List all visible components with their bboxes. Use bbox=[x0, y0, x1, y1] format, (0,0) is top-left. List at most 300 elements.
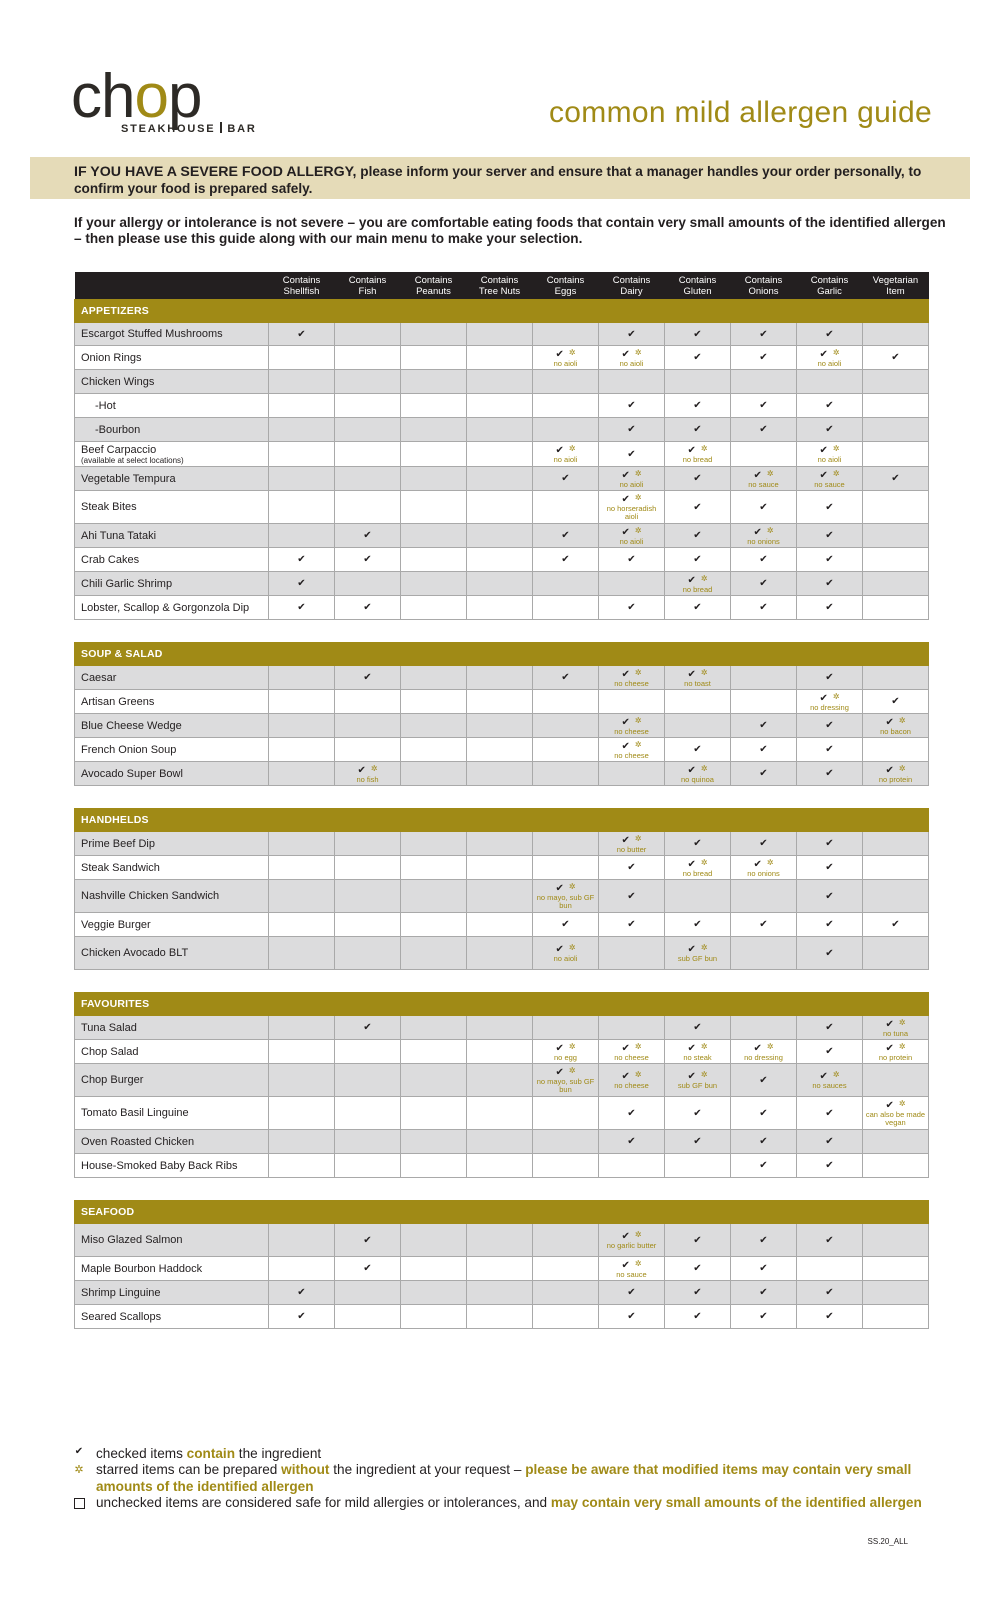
check-icon: ✔ bbox=[627, 424, 636, 435]
table-row bbox=[75, 1097, 929, 1130]
item-name: Veggie Burger bbox=[75, 913, 269, 937]
allergen-cell bbox=[269, 1097, 335, 1130]
allergen-cell bbox=[533, 418, 599, 442]
modification-note: no aioli bbox=[553, 358, 578, 368]
check-icon: ✔ bbox=[621, 1231, 630, 1242]
allergen-cell bbox=[533, 1281, 599, 1305]
allergen-cell bbox=[797, 442, 863, 467]
allergen-cell bbox=[401, 762, 467, 786]
allergen-cell bbox=[731, 442, 797, 467]
check-icon: ✔ bbox=[759, 1263, 768, 1274]
allergen-cell bbox=[335, 467, 401, 491]
star-icon: ✲ bbox=[634, 1230, 642, 1239]
check-icon: ✔ bbox=[825, 947, 834, 959]
allergen-cell bbox=[467, 370, 533, 394]
check-icon: ✔ bbox=[693, 352, 702, 363]
allergen-cell bbox=[269, 762, 335, 786]
allergen-cell bbox=[731, 1040, 797, 1064]
check-icon: ✔ bbox=[825, 919, 834, 930]
allergen-cell bbox=[467, 1257, 533, 1281]
check-icon: ✔ bbox=[561, 530, 570, 541]
allergen-cell bbox=[269, 491, 335, 524]
modification-note: no dressing bbox=[744, 1052, 783, 1062]
allergen-cell bbox=[269, 467, 335, 491]
check-icon: ✔ bbox=[627, 862, 636, 873]
allergen-cell bbox=[731, 548, 797, 572]
item-name: Onion Rings bbox=[75, 346, 269, 370]
check-icon: ✔ bbox=[825, 672, 834, 683]
item-name: Chicken Avocado BLT bbox=[75, 937, 269, 970]
allergen-cell bbox=[665, 1257, 731, 1281]
allergen-cell bbox=[731, 394, 797, 418]
allergen-cell bbox=[665, 1097, 731, 1130]
allergen-cell bbox=[335, 323, 401, 346]
check-icon: ✔ bbox=[693, 501, 702, 513]
modification-note: no aioli bbox=[553, 954, 578, 963]
allergen-cell bbox=[665, 596, 731, 620]
allergen-cell bbox=[797, 880, 863, 913]
allergen-cell bbox=[533, 572, 599, 596]
allergen-cell bbox=[599, 1097, 665, 1130]
allergen-cell bbox=[533, 491, 599, 524]
item-name: Prime Beef Dip bbox=[75, 832, 269, 856]
allergen-cell bbox=[731, 937, 797, 970]
check-icon: ✔ bbox=[693, 473, 702, 484]
allergen-cell bbox=[731, 1257, 797, 1281]
allergen-cell bbox=[863, 1040, 929, 1064]
allergen-cell bbox=[269, 1154, 335, 1178]
banner-lead: IF YOU HAVE A SEVERE FOOD ALLERGY, bbox=[74, 164, 357, 180]
table-row bbox=[75, 880, 929, 913]
check-icon: ✔ bbox=[621, 834, 630, 846]
star-icon: ✲ bbox=[568, 882, 576, 891]
allergen-cell bbox=[665, 442, 731, 467]
modification-note: no sauce bbox=[748, 479, 779, 489]
chop-logo bbox=[71, 62, 271, 136]
allergen-cell bbox=[797, 1097, 863, 1130]
check-icon: ✔ bbox=[891, 919, 900, 930]
item-name: -Hot bbox=[75, 394, 269, 418]
allergen-cell bbox=[269, 370, 335, 394]
allergen-cell bbox=[797, 1281, 863, 1305]
allergen-cell bbox=[533, 832, 599, 856]
check-icon: ✔ bbox=[627, 554, 636, 565]
allergen-cell bbox=[269, 738, 335, 762]
allergen-cell bbox=[797, 1064, 863, 1097]
check-icon: ✔ bbox=[693, 1107, 702, 1119]
check-icon: ✔ bbox=[825, 1046, 834, 1057]
check-icon: ✔ bbox=[555, 1042, 564, 1054]
check-icon: ✔ bbox=[627, 448, 636, 460]
allergen-cell bbox=[863, 442, 929, 467]
check-icon: ✔ bbox=[363, 1022, 372, 1033]
allergen-cell bbox=[731, 323, 797, 346]
allergen-cell bbox=[401, 832, 467, 856]
banner-text: please inform your server and ensure that a manager handles your order personally, to confirm your food is prepared safely. bbox=[74, 164, 922, 196]
allergen-cell bbox=[533, 1097, 599, 1130]
check-icon: ✔ bbox=[363, 672, 372, 683]
item-name: Chicken Wings bbox=[75, 370, 269, 394]
allergen-cell bbox=[401, 442, 467, 467]
allergen-cell bbox=[467, 690, 533, 714]
column-header: Contains Tree Nuts bbox=[467, 272, 533, 300]
allergen-cell bbox=[863, 572, 929, 596]
star-icon: ✲ bbox=[634, 525, 642, 535]
modification-note: no bread bbox=[682, 868, 713, 878]
check-icon: ✔ bbox=[693, 602, 702, 613]
allergen-cell bbox=[599, 1016, 665, 1040]
star-icon: ✲ bbox=[898, 1099, 906, 1108]
check-icon: ✔ bbox=[357, 764, 366, 776]
check-icon: ✔ bbox=[627, 1107, 636, 1119]
allergen-cell bbox=[665, 524, 731, 548]
allergen-cell bbox=[533, 524, 599, 548]
star-icon: ✲ bbox=[568, 1041, 576, 1051]
table-row bbox=[75, 442, 929, 467]
allergen-cell bbox=[269, 442, 335, 467]
check-icon: ✔ bbox=[759, 744, 768, 755]
check-icon: ✔ bbox=[693, 328, 702, 340]
check-icon: ✔ bbox=[555, 348, 564, 360]
allergen-cell bbox=[467, 467, 533, 491]
check-icon: ✔ bbox=[627, 919, 636, 930]
allergen-cell bbox=[599, 346, 665, 370]
modification-note: no aioli bbox=[817, 358, 842, 368]
allergen-cell bbox=[533, 738, 599, 762]
check-icon: ✔ bbox=[759, 578, 768, 589]
check-icon: ✔ bbox=[819, 1071, 828, 1082]
modification-note: no mayo, sub GF bun bbox=[536, 893, 595, 910]
document-code: SS.20_ALL bbox=[867, 1537, 908, 1546]
table-row bbox=[75, 856, 929, 880]
allergen-cell bbox=[665, 690, 731, 714]
allergen-cell bbox=[467, 738, 533, 762]
allergen-cell bbox=[731, 690, 797, 714]
allergen-cell bbox=[335, 1097, 401, 1130]
allergen-cell bbox=[269, 1130, 335, 1154]
allergen-cell bbox=[599, 1130, 665, 1154]
table-row bbox=[75, 1130, 929, 1154]
allergen-cell bbox=[401, 690, 467, 714]
modification-note: no cheese bbox=[614, 678, 649, 688]
allergen-cell bbox=[599, 1154, 665, 1178]
check-icon: ✔ bbox=[687, 445, 696, 456]
star-icon: ✲ bbox=[898, 763, 906, 773]
modification-note: no aioli bbox=[553, 455, 578, 464]
check-icon: ✔ bbox=[693, 1022, 702, 1033]
check-icon: ✔ bbox=[825, 720, 834, 731]
allergen-cell bbox=[599, 524, 665, 548]
check-icon: ✔ bbox=[693, 838, 702, 849]
allergen-cell bbox=[401, 1305, 467, 1329]
allergen-cell bbox=[665, 1224, 731, 1257]
allergen-cell bbox=[269, 1064, 335, 1097]
check-icon: ✔ bbox=[297, 554, 306, 565]
allergen-cell bbox=[599, 856, 665, 880]
check-icon: ✔ bbox=[753, 469, 762, 481]
allergen-cell bbox=[599, 937, 665, 970]
allergen-cell bbox=[467, 596, 533, 620]
check-icon: ✔ bbox=[759, 501, 768, 513]
check-icon: ✔ bbox=[687, 944, 696, 955]
allergen-cell bbox=[467, 714, 533, 738]
allergen-cell bbox=[863, 1130, 929, 1154]
allergen-cell bbox=[401, 937, 467, 970]
check-icon: ✔ bbox=[825, 1136, 834, 1147]
item-name: Maple Bourbon Haddock bbox=[75, 1257, 269, 1281]
star-icon: ✲ bbox=[634, 493, 642, 502]
allergen-cell bbox=[533, 1154, 599, 1178]
check-icon: ✔ bbox=[825, 862, 834, 873]
allergen-cell bbox=[401, 738, 467, 762]
allergen-cell bbox=[665, 346, 731, 370]
check-icon: ✔ bbox=[621, 494, 630, 505]
check-icon: ✔ bbox=[627, 400, 636, 411]
section-header: HANDHELDS bbox=[75, 809, 929, 832]
column-header: Contains Gluten bbox=[665, 272, 731, 300]
allergen-cell bbox=[335, 418, 401, 442]
check-icon: ✔ bbox=[627, 602, 636, 613]
star-icon: ✲ bbox=[568, 347, 576, 357]
allergen-cell bbox=[533, 762, 599, 786]
allergen-cell bbox=[599, 714, 665, 738]
modification-note: no sauces bbox=[812, 1081, 847, 1090]
modification-note: no butter bbox=[616, 844, 647, 854]
check-icon: ✔ bbox=[753, 858, 762, 870]
star-icon: ✲ bbox=[766, 468, 774, 478]
allergen-cell bbox=[797, 1305, 863, 1329]
allergen-cell bbox=[335, 370, 401, 394]
item-name: Caesar bbox=[75, 666, 269, 690]
page-title: common mild allergen guide bbox=[549, 96, 932, 129]
allergen-cell bbox=[731, 524, 797, 548]
item-name: Miso Glazed Salmon bbox=[75, 1224, 269, 1257]
modification-note: no protein bbox=[878, 774, 913, 784]
column-header: Contains Fish bbox=[335, 272, 401, 300]
allergen-cell bbox=[665, 1064, 731, 1097]
checkbox-empty-icon bbox=[74, 1498, 85, 1509]
allergen-cell bbox=[863, 738, 929, 762]
modification-note: no garlic butter bbox=[606, 1241, 657, 1250]
check-icon: ✔ bbox=[759, 1234, 768, 1246]
check-icon: ✔ bbox=[825, 602, 834, 613]
allergen-cell bbox=[665, 762, 731, 786]
check-icon: ✔ bbox=[759, 1107, 768, 1119]
check-icon: ✔ bbox=[687, 764, 696, 776]
allergen-cell bbox=[797, 572, 863, 596]
allergen-cell bbox=[467, 1154, 533, 1178]
allergen-cell bbox=[665, 548, 731, 572]
allergen-cell bbox=[467, 1305, 533, 1329]
allergen-cell bbox=[863, 370, 929, 394]
allergen-cell bbox=[533, 690, 599, 714]
allergen-cell bbox=[863, 880, 929, 913]
check-icon: ✔ bbox=[621, 1259, 630, 1271]
check-icon: ✔ bbox=[687, 668, 696, 680]
star-icon: ✲ bbox=[700, 1070, 708, 1079]
allergen-cell bbox=[665, 832, 731, 856]
item-name: Vegetable Tempura bbox=[75, 467, 269, 491]
table-row bbox=[75, 548, 929, 572]
modification-note: no aioli bbox=[619, 479, 644, 489]
item-name: French Onion Soup bbox=[75, 738, 269, 762]
table-row bbox=[75, 524, 929, 548]
allergen-cell bbox=[401, 856, 467, 880]
check-icon: ✔ bbox=[759, 602, 768, 613]
allergen-cell bbox=[335, 832, 401, 856]
allergen-cell bbox=[533, 714, 599, 738]
allergen-cell bbox=[269, 666, 335, 690]
allergen-cell bbox=[401, 467, 467, 491]
allergen-cell bbox=[797, 832, 863, 856]
allergen-cell bbox=[269, 1224, 335, 1257]
modification-note: no bread bbox=[682, 455, 713, 464]
allergen-cell bbox=[401, 596, 467, 620]
check-icon: ✔ bbox=[759, 328, 768, 340]
check-icon: ✔ bbox=[825, 424, 834, 435]
allergen-cell bbox=[467, 418, 533, 442]
table-row bbox=[75, 1064, 929, 1097]
allergen-cell bbox=[731, 714, 797, 738]
table-row bbox=[75, 714, 929, 738]
check-icon: ✔ bbox=[621, 469, 630, 481]
allergen-cell bbox=[731, 1064, 797, 1097]
allergen-cell bbox=[731, 666, 797, 690]
check-icon: ✔ bbox=[627, 1136, 636, 1147]
check-icon: ✔ bbox=[621, 526, 630, 538]
allergen-cell bbox=[731, 1224, 797, 1257]
allergen-cell bbox=[269, 548, 335, 572]
star-icon: ✲ bbox=[766, 1041, 774, 1051]
table-row bbox=[75, 1224, 929, 1257]
section-header: SOUP & SALAD bbox=[75, 643, 929, 666]
allergen-cell bbox=[335, 491, 401, 524]
allergen-cell bbox=[401, 1281, 467, 1305]
allergen-cell bbox=[665, 666, 731, 690]
allergen-cell bbox=[335, 572, 401, 596]
allergen-cell bbox=[335, 1130, 401, 1154]
check-icon: ✔ bbox=[825, 328, 834, 340]
modification-note: no onions bbox=[747, 868, 780, 878]
allergen-cell bbox=[797, 596, 863, 620]
check-icon: ✔ bbox=[759, 400, 768, 411]
allergen-cell bbox=[797, 548, 863, 572]
table-row bbox=[75, 346, 929, 370]
check-icon: ✔ bbox=[759, 554, 768, 565]
allergen-cell bbox=[797, 491, 863, 524]
check-icon: ✔ bbox=[693, 744, 702, 755]
allergen-cell bbox=[401, 1016, 467, 1040]
allergen-cell bbox=[599, 690, 665, 714]
allergen-cell bbox=[863, 1064, 929, 1097]
check-icon: ✔ bbox=[759, 1287, 768, 1298]
allergen-cell bbox=[863, 491, 929, 524]
table-row bbox=[75, 913, 929, 937]
allergen-cell bbox=[731, 832, 797, 856]
check-icon: ✔ bbox=[621, 668, 630, 680]
allergen-cell bbox=[467, 1016, 533, 1040]
allergen-cell bbox=[401, 880, 467, 913]
allergen-cell bbox=[335, 762, 401, 786]
star-icon: ✲ bbox=[766, 525, 774, 535]
allergen-cell bbox=[533, 442, 599, 467]
star-icon: ✲ bbox=[74, 1464, 84, 1477]
modification-note: no bacon bbox=[880, 726, 911, 736]
check-icon: ✔ bbox=[885, 764, 894, 776]
allergen-cell bbox=[269, 596, 335, 620]
table-row bbox=[75, 394, 929, 418]
table-row bbox=[75, 937, 929, 970]
allergen-cell bbox=[665, 491, 731, 524]
table-row bbox=[75, 596, 929, 620]
item-name: Chop Burger bbox=[75, 1064, 269, 1097]
allergen-cell bbox=[599, 442, 665, 467]
modification-note: no protein bbox=[878, 1052, 913, 1062]
allergen-cell bbox=[731, 1154, 797, 1178]
table-row bbox=[75, 370, 929, 394]
allergen-cell bbox=[863, 714, 929, 738]
allergen-cell bbox=[335, 346, 401, 370]
allergen-cell bbox=[269, 880, 335, 913]
section-header: APPETIZERS bbox=[75, 300, 929, 323]
allergen-cell bbox=[335, 714, 401, 738]
allergen-cell bbox=[731, 856, 797, 880]
legend-star: ✲ starred items can be prepared without the ingredient at your request – please be aware that modified items may contain very small amounts of the identified allergen bbox=[72, 1462, 952, 1495]
allergen-cell bbox=[863, 1224, 929, 1257]
check-icon: ✔ bbox=[363, 530, 372, 541]
allergen-cell bbox=[401, 394, 467, 418]
column-header: Contains Eggs bbox=[533, 272, 599, 300]
star-icon: ✲ bbox=[832, 444, 840, 453]
allergen-cell bbox=[467, 1097, 533, 1130]
modification-note: sub GF bun bbox=[677, 1081, 718, 1090]
allergen-cell bbox=[599, 418, 665, 442]
allergen-cell bbox=[599, 370, 665, 394]
item-name: Tuna Salad bbox=[75, 1016, 269, 1040]
allergen-cell bbox=[269, 1040, 335, 1064]
allergen-cell bbox=[797, 738, 863, 762]
star-icon: ✲ bbox=[898, 1041, 906, 1051]
allergen-cell bbox=[401, 1257, 467, 1281]
modification-note: no aioli bbox=[619, 536, 644, 546]
allergen-cell bbox=[863, 467, 929, 491]
allergen-cell bbox=[599, 832, 665, 856]
table-row bbox=[75, 762, 929, 786]
check-icon: ✔ bbox=[561, 473, 570, 484]
allergen-cell bbox=[665, 937, 731, 970]
check-icon: ✔ bbox=[693, 919, 702, 930]
allergen-cell bbox=[467, 832, 533, 856]
check-icon: ✔ bbox=[74, 1446, 84, 1457]
check-icon: ✔ bbox=[621, 740, 630, 752]
check-icon: ✔ bbox=[825, 1160, 834, 1171]
allergen-cell bbox=[467, 491, 533, 524]
allergen-cell bbox=[401, 1064, 467, 1097]
star-icon: ✲ bbox=[634, 1258, 642, 1268]
allergen-cell bbox=[797, 714, 863, 738]
legend bbox=[72, 1446, 952, 1511]
item-name: Chop Salad bbox=[75, 1040, 269, 1064]
allergen-cell bbox=[599, 738, 665, 762]
allergen-cell bbox=[467, 1281, 533, 1305]
allergen-cell bbox=[797, 1130, 863, 1154]
star-icon: ✲ bbox=[634, 739, 642, 749]
allergen-cell bbox=[797, 690, 863, 714]
check-icon: ✔ bbox=[693, 400, 702, 411]
severe-allergy-banner bbox=[30, 157, 970, 199]
allergen-cell bbox=[533, 1040, 599, 1064]
modification-note: no quinoa bbox=[681, 774, 714, 784]
